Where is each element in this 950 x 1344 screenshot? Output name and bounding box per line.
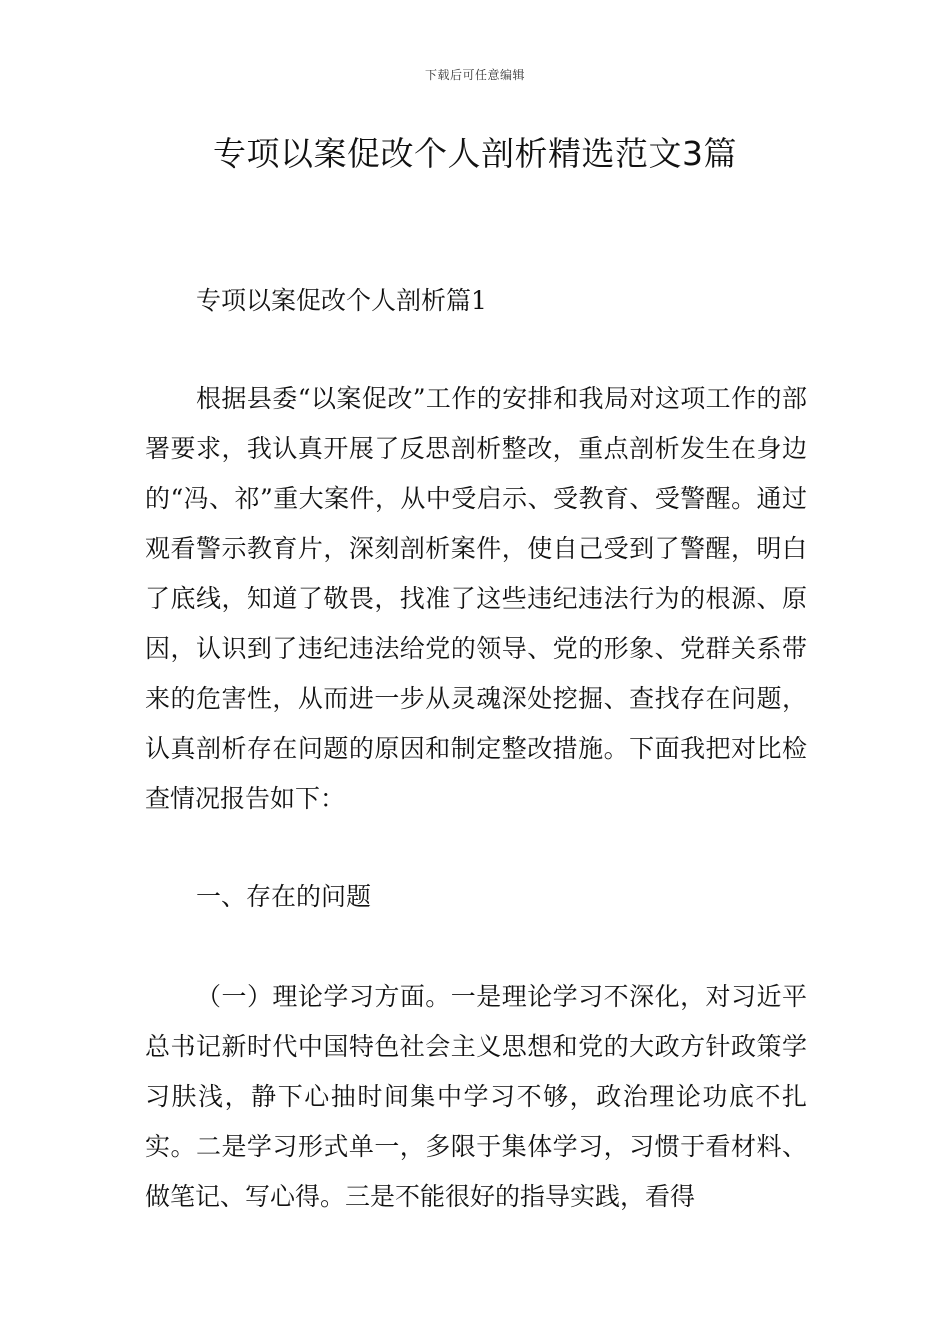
document-title: 专项以案促改个人剖析精选范文3篇 [213, 134, 737, 173]
paragraph-theory-study: （一）理论学习方面。一是理论学习不深化，对习近平总书记新时代中国特色社会主义思想和党的大政方针政策学习肤浅，静下心抽时间集中学习不够，政治理论功底不扎实。二是学习形式单一，多限于集体学习，习惯于看材料、做笔记、写心得。三是不能很好的指导实践，看得 [145, 982, 807, 1211]
article-subtitle: 专项以案促改个人剖析篇1 [196, 286, 487, 315]
paragraph-intro: 根据县委“以案促改”工作的安排和我局对这项工作的部署要求，我认真开展了反思剖析整改，重点剖析发生在身边的“冯、祁”重大案件，从中受启示、受教育、受警醒。通过观看警示教育片，深刻剖析案件，使自己受到了警醒，明白了底线，知道了敬畏，找准了这些违纪违法行为的根源、原因，认识到了违纪违法给党的领导、党的形象、党群关系带来的危害性，从而进一步从灵魂深处挖掘、查找存在问题，认真剖析存在问题的原因和制定整改措施。下面我把对比检查情况报告如下： [145, 384, 807, 813]
header-note: 下载后可任意编辑 [424, 68, 525, 82]
section-heading-problems: 一、存在的问题 [196, 882, 372, 911]
